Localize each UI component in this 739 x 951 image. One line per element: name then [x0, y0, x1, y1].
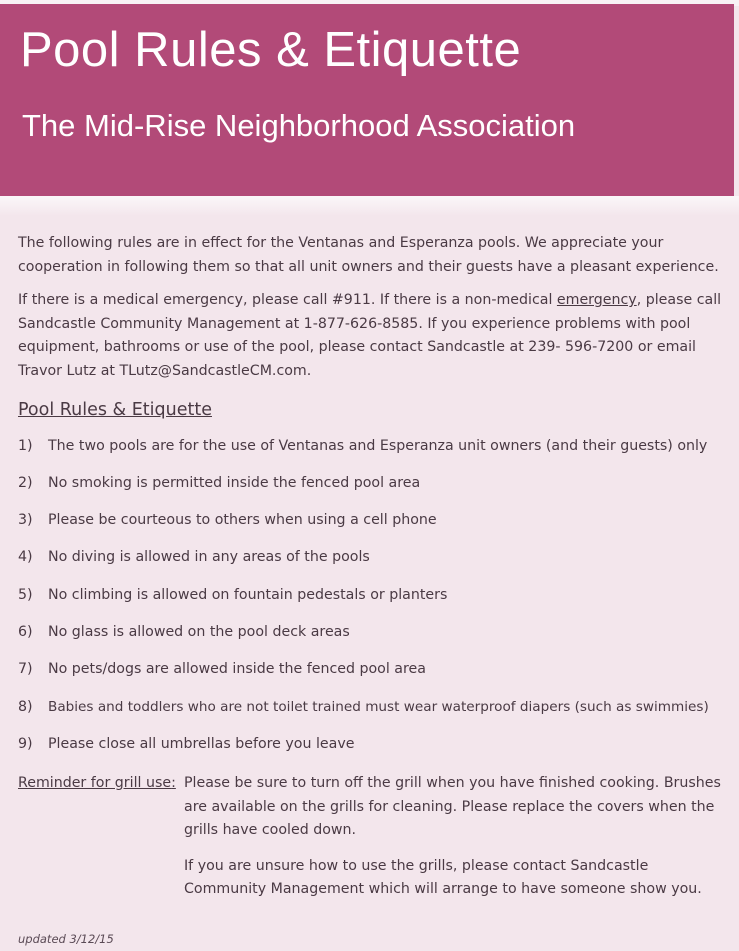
reminder-paragraph: Please be sure to turn off the grill when you have finished cooking. Brushes are available on the grills for cleaning. Please replace the covers when the grills have cooled down.: [184, 775, 721, 839]
document-body: [18, 232, 733, 914]
intro-paragraph: The following rules are in effect for the Ventanas and Esperanza pools. We appreciate your cooperation in following them so that all unit owners and their guests have a pleasant experience.: [18, 235, 719, 275]
rule-item: [18, 696, 733, 733]
emergency-text-end: , please call Sandcastle Community Management at 1-877-626-8585. If you experience problems with pool equipment, bathrooms or use of the pool, please contact Sandcastle at 239- 596-7200 or email Travor Lutz at TLutz@SandcastleCM.com.: [18, 292, 722, 379]
rule-item: [18, 472, 733, 509]
rules-list: [18, 435, 733, 771]
rule-text: No climbing is allowed on fountain pedestals or planters: [48, 586, 448, 603]
rule-item: [18, 733, 733, 770]
reminder-label: [18, 772, 176, 796]
page-subtitle: The Mid-Rise Neighborhood Association: [22, 108, 576, 143]
rule-item: [18, 658, 733, 695]
rule-text: No glass is allowed on the pool deck areas: [48, 623, 350, 640]
emergency-text-start: If there is a medical emergency, please call #911. If there is a non-medical: [18, 292, 557, 308]
rule-item: [18, 509, 733, 546]
rule-text: Babies and toddlers who are not toilet trained must wear waterproof diapers (such as swimmies): [48, 698, 709, 715]
rule-number: 3): [18, 512, 33, 529]
rule-text: No diving is allowed in any areas of the pools: [48, 549, 370, 566]
rule-item: [18, 621, 733, 658]
reminder-paragraph: If you are unsure how to use the grills, please contact Sandcastle Community Management which will arrange to have someone show you.: [184, 857, 702, 898]
rule-number: 1): [18, 437, 33, 454]
reminder-colon: :: [171, 775, 176, 792]
rule-number: 4): [18, 549, 33, 566]
updated-date: updated 3/12/15: [18, 932, 114, 946]
reminder-label-text: Reminder for grill use: [18, 775, 172, 792]
header-divider: [0, 196, 739, 216]
reminder-body: [184, 772, 733, 902]
rule-item: [18, 435, 733, 472]
rule-number: 5): [18, 586, 33, 603]
page-title: Pool Rules & Etiquette: [20, 23, 522, 77]
rule-text: No smoking is permitted inside the fenced pool area: [48, 474, 421, 491]
emergency-paragraph: [18, 289, 733, 383]
emergency-underlined-word: emergency: [556, 292, 637, 308]
rule-item: [18, 584, 733, 621]
rule-number: 8): [18, 698, 33, 715]
rule-text: Please be courteous to others when using a cell phone: [48, 512, 437, 529]
rule-number: 6): [18, 623, 33, 640]
rules-heading: Pool Rules & Etiquette: [18, 400, 212, 420]
rule-item: [18, 546, 733, 583]
grill-reminder: [18, 772, 733, 902]
rule-text: The two pools are for the use of Ventanas and Esperanza unit owners (and their guests) only: [48, 437, 708, 454]
rule-text: Please close all umbrellas before you leave: [48, 735, 355, 752]
rule-number: 7): [18, 661, 33, 678]
header-banner: [0, 4, 734, 196]
rule-text: No pets/dogs are allowed inside the fenced pool area: [48, 661, 426, 678]
rule-number: 9): [18, 735, 33, 752]
rule-number: 2): [18, 474, 33, 491]
